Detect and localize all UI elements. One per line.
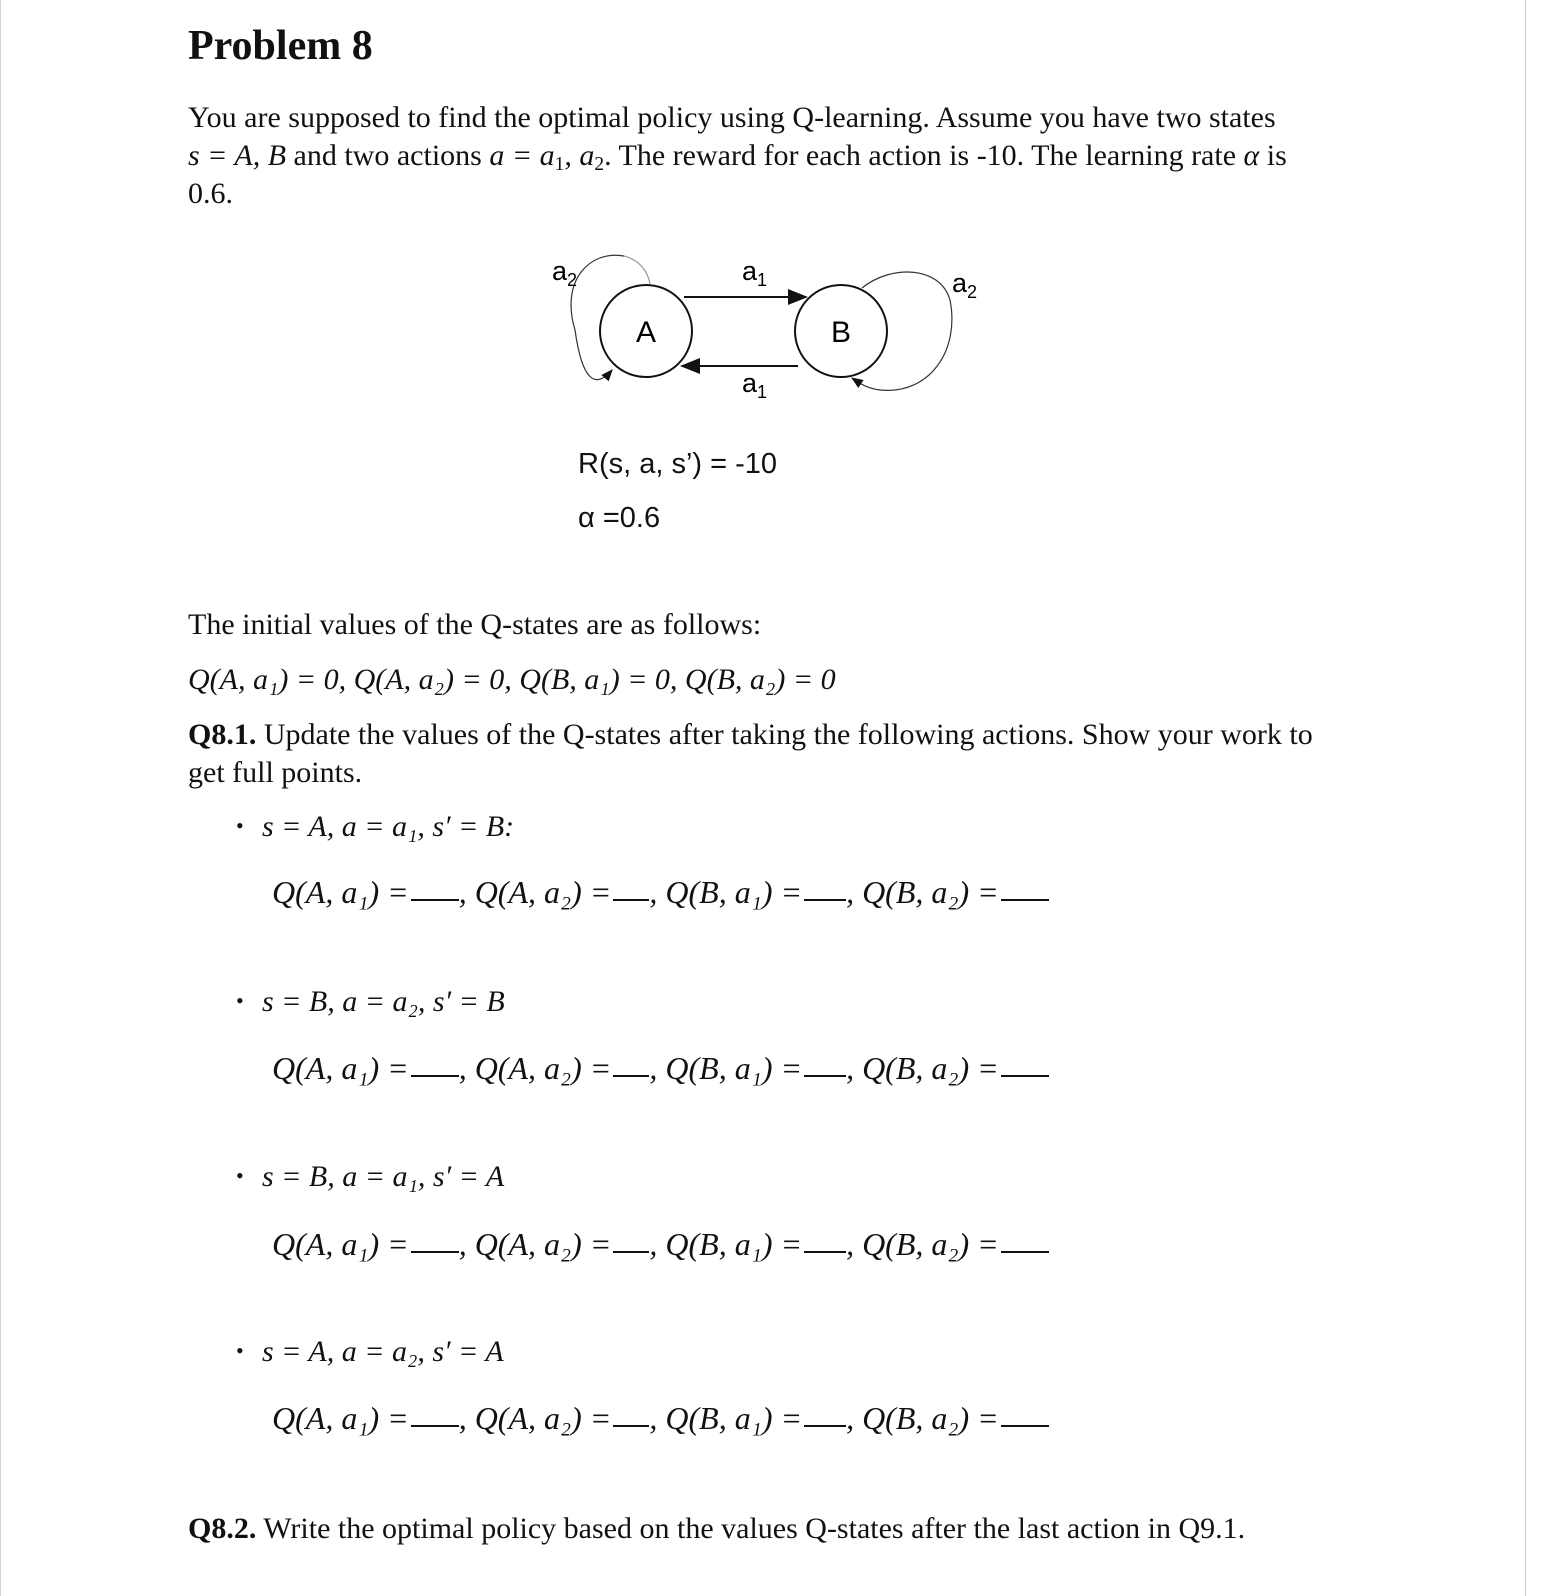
blank-q-a-a1[interactable]: [411, 1251, 459, 1253]
intro-states: s = A, B: [188, 139, 287, 172]
blank-q-a-a1[interactable]: [411, 1425, 459, 1427]
label-a-to-b: $a_1$: [742, 256, 768, 290]
q82-text: Write the optimal policy based on the values Q-states after the last action in Q9.1.: [256, 1512, 1246, 1545]
blank-q-a-a2[interactable]: [613, 899, 649, 901]
q81-text-2: get full points.: [188, 756, 363, 789]
label-a-self: $a_2$: [552, 256, 578, 290]
blank-q-a-a1[interactable]: [411, 899, 459, 901]
initial-values: Q(A, a₁) = 0, Q(A, a₂) = 0, Q(B, a₁) = 0, Q(B, a₂) = 0: [188, 663, 836, 696]
edge-a-self-loop-tail: [624, 256, 650, 284]
state-diagram: [540, 250, 980, 420]
intro-action-a1: a = a: [489, 139, 555, 172]
problem-title: Problem 8: [188, 23, 373, 69]
blank-q-a-a2[interactable]: [613, 1251, 649, 1253]
bullet-item-3: • s = B, a = a₁, s′ = A: [236, 1160, 505, 1193]
label-b-self: $a_2$: [952, 268, 978, 302]
intro-actions-text: and two actions: [286, 139, 490, 172]
blank-q-b-a2[interactable]: [1001, 899, 1049, 901]
q81-paragraph: [188, 716, 1368, 792]
q81-text-1: Update the values of the Q-states after taking the following actions. Show your work to: [256, 718, 1313, 751]
alpha-value: α =0.6: [578, 502, 661, 534]
intro-line-3: 0.6.: [188, 177, 233, 210]
answer-line-1: Q(A, a₁) = , Q(A, a₂) = , Q(B, a₁) = , Q(B, a₂) =: [272, 874, 1049, 911]
intro-paragraph: You are supposed to find the optimal policy using Q-learning. Assume you have two states s = A, B and two actions $a = a_1$, $a_2$. The reward for each action is -10. The learning rate α is 0.6.: [188, 101, 1287, 210]
blank-q-b-a1[interactable]: [804, 1075, 846, 1077]
intro-reward-text: . The reward for each action is -10. The learning rate: [604, 139, 1244, 172]
bullet-item-4: • s = A, a = a₂, s′ = A: [236, 1335, 504, 1368]
blank-q-b-a2[interactable]: [1001, 1251, 1049, 1253]
intro-action-a2: , a: [564, 139, 595, 172]
blank-q-b-a1[interactable]: [804, 899, 846, 901]
page-left-edge: [0, 0, 1, 1596]
label-b-to-a: $a_1$: [742, 368, 768, 402]
initial-values-heading: The initial values of the Q-states are as follows:: [188, 608, 762, 641]
blank-q-b-a1[interactable]: [804, 1425, 846, 1427]
blank-q-a-a2[interactable]: [613, 1075, 649, 1077]
state-a-label: A: [635, 316, 657, 349]
state-b-label: B: [830, 316, 852, 349]
bullet-item-2: • s = B, a = a₂, s′ = B: [236, 985, 505, 1018]
reward-formula: R(s, a, s’) = -10: [578, 448, 778, 480]
q82-label: Q8.2.: [188, 1512, 257, 1545]
q81-label: Q8.1.: [188, 718, 257, 751]
blank-q-b-a1[interactable]: [804, 1251, 846, 1253]
answer-line-3: Q(A, a₁) = , Q(A, a₂) = , Q(B, a₁) = , Q(B, a₂) =: [272, 1226, 1049, 1263]
intro-alpha: α: [1243, 139, 1260, 172]
intro-is: is: [1259, 139, 1287, 172]
answer-line-2: Q(A, a₁) = , Q(A, a₂) = , Q(B, a₁) = , Q(B, a₂) =: [272, 1050, 1049, 1087]
page-right-edge: [1525, 0, 1526, 1596]
q82-paragraph: [188, 1510, 1368, 1548]
blank-q-b-a2[interactable]: [1001, 1425, 1049, 1427]
blank-q-a-a1[interactable]: [411, 1075, 459, 1077]
blank-q-a-a2[interactable]: [613, 1425, 649, 1427]
bullet-item-1: • s = A, a = a₁, s′ = B:: [236, 810, 515, 843]
intro-line-1: You are supposed to find the optimal policy using Q-learning. Assume you have two states: [188, 101, 1276, 134]
answer-line-4: Q(A, a₁) = , Q(A, a₂) = , Q(B, a₁) = , Q(B, a₂) =: [272, 1400, 1049, 1437]
blank-q-b-a2[interactable]: [1001, 1075, 1049, 1077]
